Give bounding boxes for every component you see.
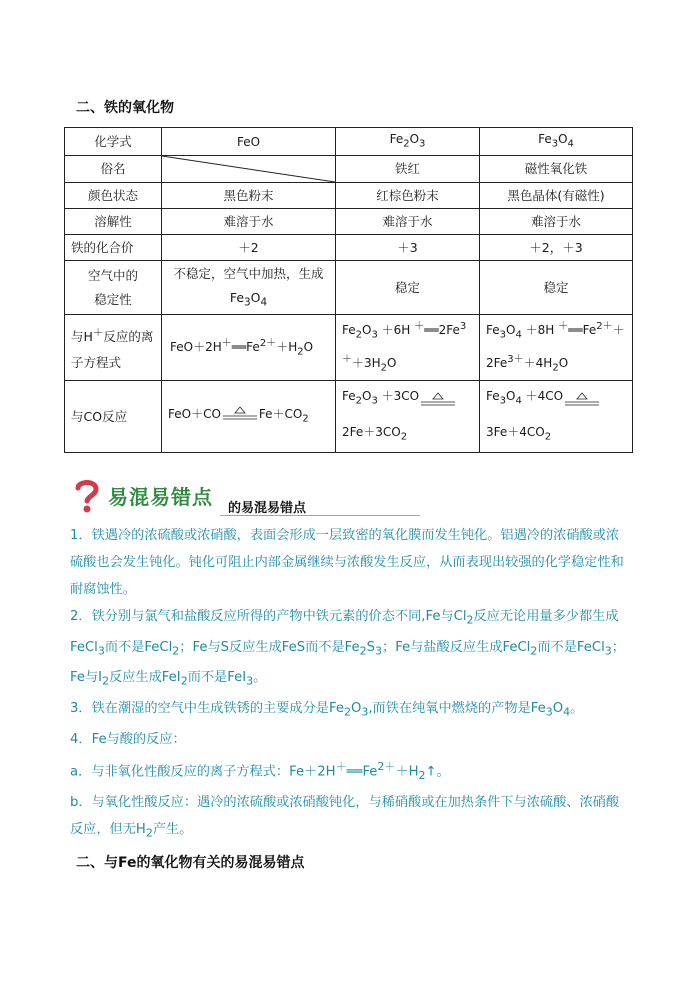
points-list [70,522,626,846]
cell-fe2o3: $Fe_2O_3 +6H$ $^+══2Fe^{3+}+3H_2O$ [336,315,480,381]
banner-underline [220,515,420,516]
table-row [65,183,633,209]
cell-fe2o3: 铁红 [336,156,480,183]
row-label: 颜色状态 [65,183,162,209]
cell-feo: 难溶于水 [162,209,336,235]
cell-fe3o4: 黑色晶体(有磁性) [480,183,633,209]
header-fe2o3: $Fe_2O_3$ [336,128,480,156]
row-label: 溶解性 [65,209,162,235]
table-row [65,209,633,235]
cell-feo: ＋2 [162,235,336,261]
heat-arrow [421,389,455,405]
header-formula: 化学式 [65,128,162,156]
cell-feo: $FeO+2H^+══Fe^{2+}+H_2O$ [162,315,336,381]
cell-fe2o3: 难溶于水 [336,209,480,235]
cell-fe3o4: 稳定 [480,261,633,315]
banner-subtitle: 的易混易错点 [228,501,307,516]
row-label: 俗名 [65,156,162,183]
cell-fe3o4: 磁性氧化铁 [480,156,633,183]
section-title-error-prone: 二、与Fe的氧化物有关的易混易错点 [76,855,305,871]
header-fe3o4: $Fe_3O_4$ [480,128,633,156]
banner-title: 易混易错点 [108,485,213,509]
cell-fe3o4: $Fe_3O_4 +4CO$ $3Fe+4CO_2$ [480,381,633,453]
list-item: 3．铁在潮湿的空气中生成铁锈的主要成分是$Fe_2O_3$,而铁在纯氧中燃烧的产物是$Fe_3O_4$。 [70,700,584,719]
question-mark-icon [72,478,102,514]
iron-oxides-table [64,127,633,453]
list-item: b．与氧化性酸反应：遇冷的浓硫酸或浓硝酸钝化，与稀硝酸或在加热条件下与浓硫酸、浓硝酸反应，但无$H_2$产生。 [70,794,620,840]
cell-feo: FeO＋CO $Fe+CO_2$ [162,381,336,453]
cell-fe2o3: 红棕色粉末 [336,183,480,209]
table-row [65,315,633,381]
table-row [65,156,633,183]
cell-feo: 不稳定，空气中加热，生成$Fe_3O_4$ [162,261,336,315]
table-row [65,261,633,315]
diagonal-line [162,156,335,182]
row-label: 与CO反应 [65,381,162,453]
cell-fe3o4: $Fe_3O_4 +8H$ $^+══Fe^{2+}+2Fe^{3+}+4H_2O$ [480,315,633,381]
section-title-oxides: 二、铁的氧化物 [76,100,174,116]
heat-arrow [565,389,599,405]
row-label-text: 空气中的稳定性 [87,267,138,307]
row-label: 铁的化合价 [65,235,162,261]
error-prone-banner [70,478,630,516]
cell-fe3o4: ＋2，＋3 [480,235,633,261]
heat-arrow [223,406,257,422]
cell-fe2o3: 稳定 [336,261,480,315]
table-row [65,381,633,453]
empty-diagonal-cell [162,156,336,183]
cell-fe3o4: 难溶于水 [480,209,633,235]
list-item: a．与非氧化性酸反应的离子方程式：$Fe+2H^+══Fe^{2+}+H_2↑$。 [70,759,450,782]
list-item: 1．铁遇冷的浓硫酸或浓硝酸，表面会形成一层致密的氧化膜而发生钝化。铝遇冷的浓硝酸或浓硫酸也会发生钝化。钝化可阻止内部金属继续与浓酸发生反应，从而表现出较强的化学稳定性和耐腐蚀性。 [70,528,624,597]
list-item: 2．铁分别与氯气和盐酸反应所得的产物中铁元素的价态不同,Fe与$Cl_2$反应无论用量多少都生成FeCl$_3$而不是FeCl$_2$；Fe与S反应生成FeS而不是$Fe_2S_3$；Fe与盐酸反应生成FeCl$_2$而不是FeCl$_3$；Fe与$I_2$反应生成FeI$_2$而不是FeI$_3$。 [70,609,625,688]
cell-feo: 黑色粉末 [162,183,336,209]
cell-fe2o3: ＋3 [336,235,480,261]
header-feo: FeO [162,128,336,156]
list-item: 4．Fe与酸的反应： [70,731,186,747]
table-row [65,235,633,261]
cell-fe2o3: $Fe_2O_3 +3CO$ $2Fe+3CO_2$ [336,381,480,453]
row-label: 与H＋反应的离子方程式 [65,315,162,381]
row-label [65,261,162,315]
table-header-row [65,128,633,156]
